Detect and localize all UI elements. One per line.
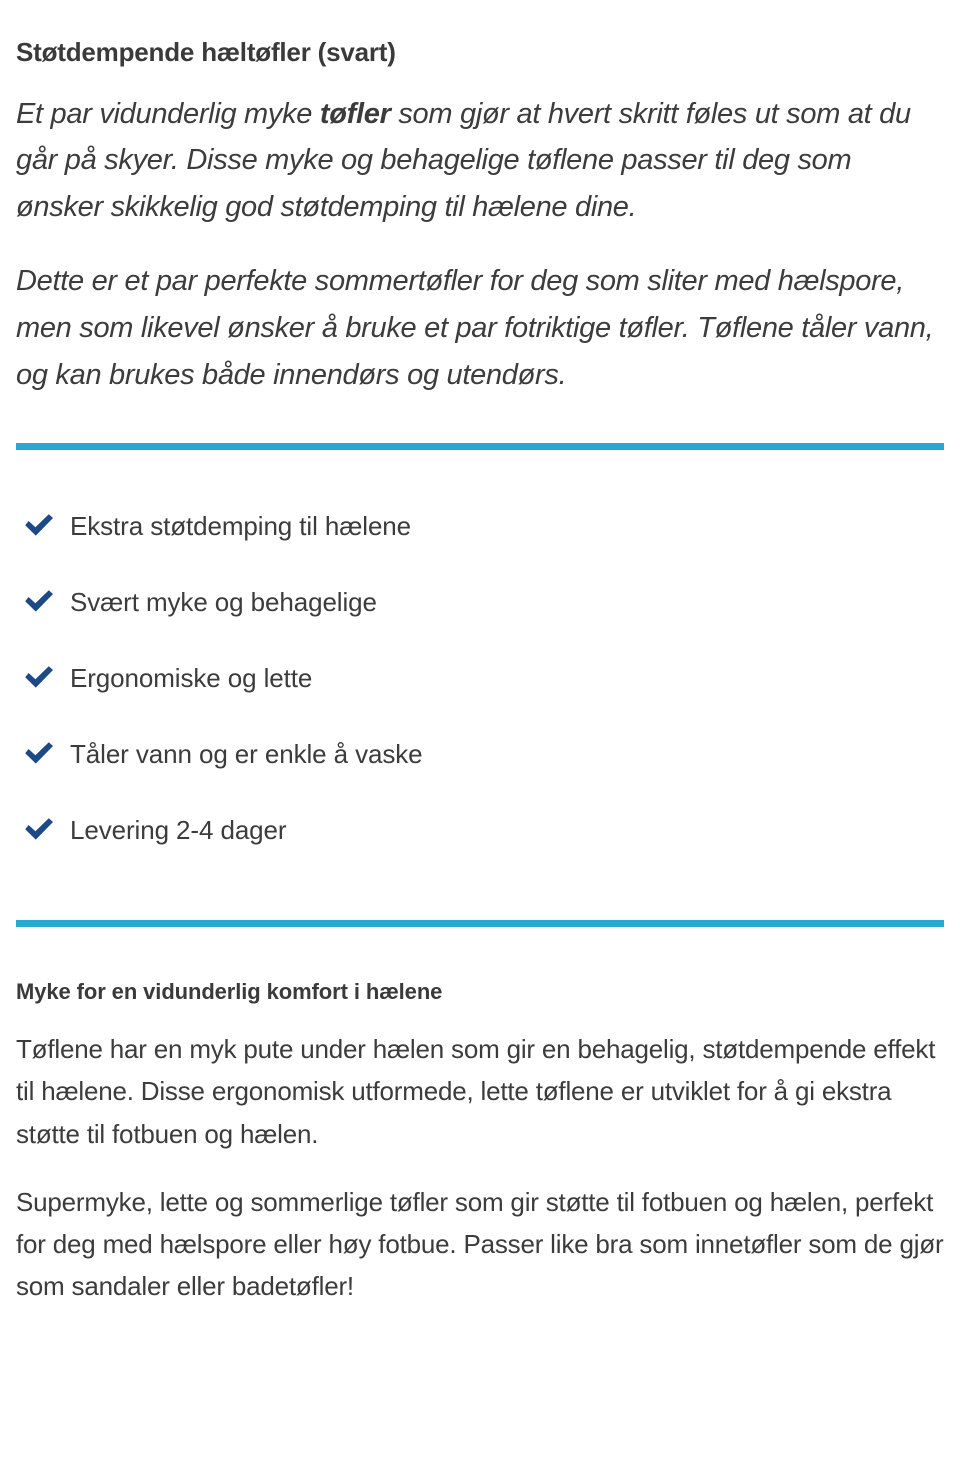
intro-paragraph-1-text-after: som gjør at hvert skritt føles ut som at du går på skyer. Disse myke og behagelige tøflene passer til deg som ønsker skikkelig god støtdemping til hælene dine. — [16, 97, 911, 224]
list-item — [16, 564, 944, 640]
intro-paragraph-1-text-before: Et par vidunderlig myke — [16, 97, 320, 130]
divider-rule-bottom — [16, 920, 944, 927]
feature-label: Svært myke og behagelige — [70, 586, 377, 617]
details-paragraph-2: Supermyke, lette og sommerlige tøfler som gir støtte til fotbuen og hælen, perfekt for deg med hælspore eller høy fotbue. Passer like bra som innetøfler som de gjør som sandaler eller badetøfler! — [16, 1186, 944, 1301]
checkmark-icon — [16, 740, 62, 768]
checkmark-icon — [16, 816, 62, 844]
section-heading: Myke for en vidunderlig komfort i hælene — [16, 979, 443, 1005]
intro-paragraph-2: Dette er et par perfekte sommertøfler for deg som sliter med hælspore, men som likevel ønsker å bruke et par fotriktige tøfler. Tøflene tåler vann, og kan brukes både innendørs og utendørs. — [16, 265, 934, 392]
checkmark-icon — [16, 664, 62, 692]
list-item — [16, 716, 944, 792]
feature-label: Ekstra støtdemping til hælene — [70, 510, 412, 541]
feature-label: Ergonomiske og lette — [70, 662, 313, 693]
divider-rule-top — [16, 443, 944, 450]
intro-paragraph-1 — [16, 69, 944, 232]
intro-paragraph-1-emphasis: tøfler — [319, 97, 391, 130]
list-item — [16, 792, 944, 868]
list-item — [16, 640, 944, 716]
feature-label: Tåler vann og er enkle å vaske — [70, 738, 423, 769]
details-paragraph-1: Tøflene har en myk pute under hælen som gir en behagelig, støtdempende effekt til hælene. Disse ergonomisk utformede, lette tøflene er utviklet for å gi ekstra støtte til fotbuen og hælen. — [16, 1034, 936, 1149]
checkmark-icon — [16, 588, 62, 616]
checkmark-icon — [16, 512, 62, 540]
page-title: Støtdempende hæltøfler (svart) — [16, 37, 396, 67]
feature-list — [16, 450, 944, 868]
list-item — [16, 488, 944, 564]
feature-label: Levering 2-4 dager — [70, 814, 287, 845]
